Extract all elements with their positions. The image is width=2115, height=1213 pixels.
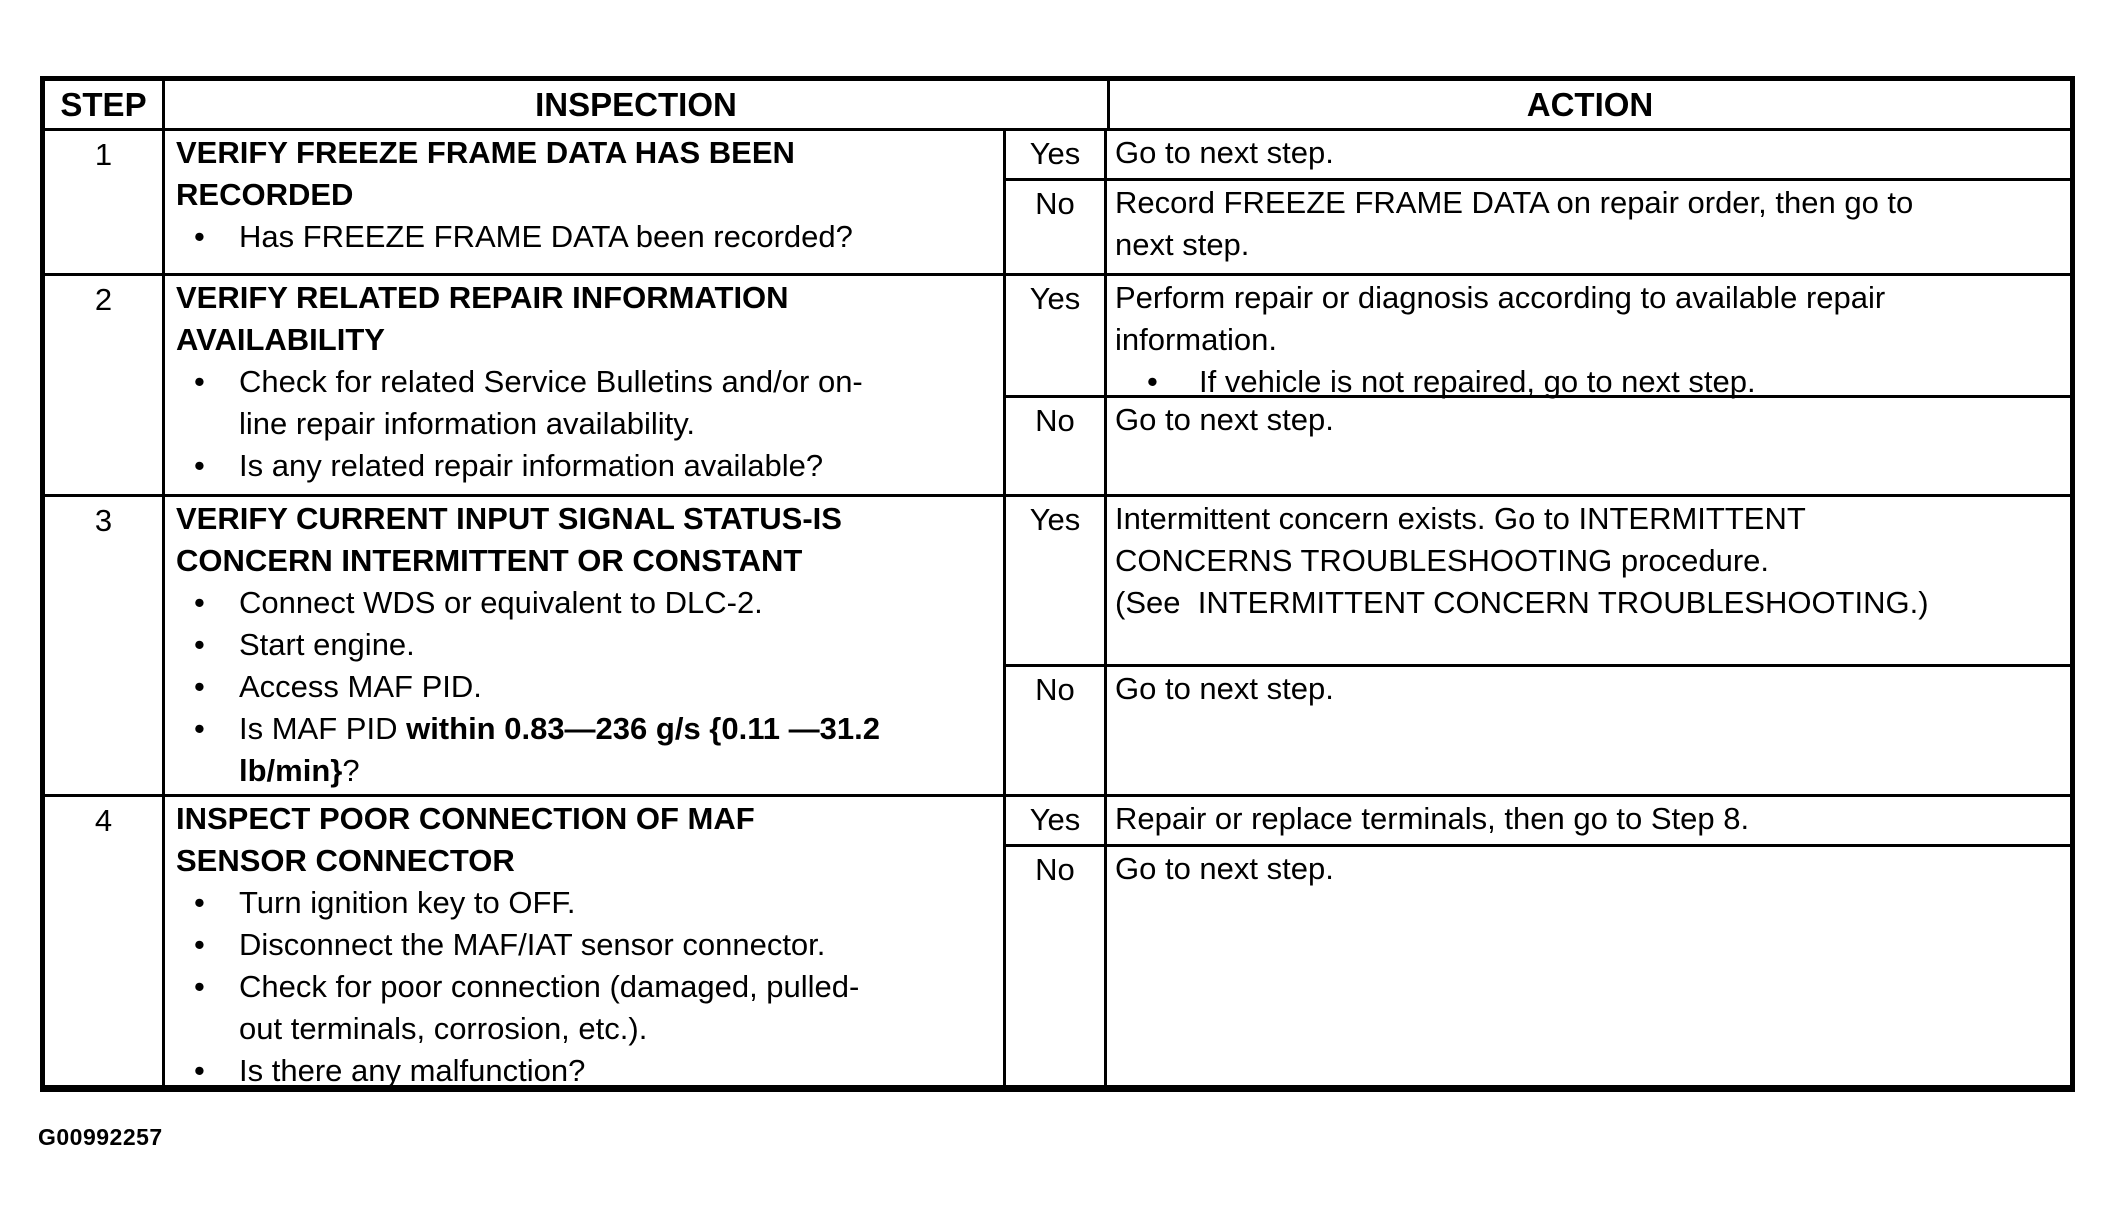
branch-row <box>1006 667 2070 794</box>
step-number: 1 <box>45 131 165 273</box>
branch-row <box>1006 276 2070 398</box>
inspection-bullet-item <box>176 1050 997 1092</box>
bullet-text <box>239 361 863 445</box>
answer-cell: No <box>1006 667 1107 794</box>
action-line: Intermittent concern exists. Go to INTERMITTENT <box>1115 501 1806 536</box>
text-segment: Check for poor connection (damaged, pulled- <box>239 969 860 1004</box>
inspection-bullet-line <box>239 924 825 966</box>
inspection-title <box>176 132 997 216</box>
inspection-bullet-item <box>176 708 997 792</box>
inspection-bullet-line <box>239 624 415 666</box>
table-body <box>45 131 2070 1092</box>
bullet-text <box>239 1050 585 1092</box>
table-header-row <box>45 81 2070 131</box>
branch-row <box>1006 797 2070 847</box>
bullet-icon: • <box>194 927 205 962</box>
yes-no-branches <box>1006 276 2070 494</box>
text-segment: Is there any malfunction? <box>239 1053 586 1088</box>
bullet-text <box>1199 361 1756 403</box>
yes-no-branches <box>1006 797 2070 1092</box>
inspection-bullet-item <box>176 216 997 258</box>
inspection-cell <box>165 276 1006 494</box>
inspection-cell <box>165 797 1006 1092</box>
inspection-bullet-line <box>239 403 863 445</box>
bullet-icon: • <box>194 364 205 399</box>
action-cell <box>1107 847 2070 1092</box>
branch-row <box>1006 398 2070 494</box>
action-cell <box>1107 667 2070 794</box>
bullet-text <box>239 708 880 792</box>
text-segment: Turn ignition key to OFF. <box>239 885 576 920</box>
bullet-icon: • <box>194 448 205 483</box>
inspection-bullet-line <box>239 361 863 403</box>
inspection-bullet-line <box>239 1050 585 1092</box>
bullet-text <box>239 966 859 1050</box>
action-line: If vehicle is not repaired, go to next step. <box>1199 364 1756 399</box>
bullet-text <box>239 445 823 487</box>
yes-no-branches <box>1006 131 2070 273</box>
bullet-text <box>239 924 825 966</box>
diagnostic-table <box>40 76 2075 1092</box>
action-cell <box>1107 797 2070 844</box>
branch-row <box>1006 847 2070 1092</box>
bullet-icon: • <box>194 627 205 662</box>
text-segment: line repair information availability. <box>239 406 696 441</box>
inspection-title-line: VERIFY FREEZE FRAME DATA HAS BEEN <box>176 135 795 170</box>
inspection-bullet-item <box>176 445 997 487</box>
action-cell <box>1107 181 2070 273</box>
inspection-bullet-line <box>239 1008 859 1050</box>
table-row <box>45 497 2070 797</box>
inspection-title <box>176 277 997 361</box>
table-row <box>45 131 2070 276</box>
inspection-bullet-line <box>239 966 859 1008</box>
figure-id-label: G00992257 <box>38 1124 163 1150</box>
text-segment: Is any related repair information available? <box>239 448 824 483</box>
inspection-title-line: CONCERN INTERMITTENT OR CONSTANT <box>176 543 803 578</box>
action-line: Go to next step. <box>1115 402 1334 437</box>
inspection-title-line: RECORDED <box>176 177 354 212</box>
text-segment: Is MAF PID <box>239 711 407 746</box>
inspection-cell <box>165 497 1006 794</box>
answer-cell: Yes <box>1006 797 1107 844</box>
inspection-bullet-item <box>176 924 997 966</box>
text-segment: Access MAF PID. <box>239 669 482 704</box>
bold-text-segment: lb/min} <box>239 753 343 788</box>
action-line: CONCERNS TROUBLESHOOTING procedure. <box>1115 543 1770 578</box>
step-number: 3 <box>45 497 165 794</box>
column-header-inspection: INSPECTION <box>165 81 1110 128</box>
bullet-text <box>239 666 482 708</box>
action-line: Go to next step. <box>1115 671 1334 706</box>
bullet-text <box>239 216 853 258</box>
action-cell <box>1107 276 2070 399</box>
table-row <box>45 276 2070 497</box>
action-bullet-item <box>1115 361 2064 403</box>
action-line: (See INTERMITTENT CONCERN TROUBLESHOOTING.) <box>1115 585 1929 620</box>
inspection-bullet-line <box>239 882 576 924</box>
inspection-bullet-line <box>239 445 823 487</box>
action-line: next step. <box>1115 227 1250 262</box>
bullet-text <box>239 582 763 624</box>
branch-row <box>1006 181 2070 273</box>
inspection-title-line: VERIFY CURRENT INPUT SIGNAL STATUS-IS <box>176 501 842 536</box>
inspection-title <box>176 498 997 582</box>
column-header-step: STEP <box>45 81 165 128</box>
table-row <box>45 797 2070 1092</box>
text-segment: Start engine. <box>239 627 415 662</box>
yes-no-branches <box>1006 497 2070 794</box>
action-line: Go to next step. <box>1115 851 1334 886</box>
text-segment: Has FREEZE FRAME DATA been recorded? <box>239 219 853 254</box>
action-line: Perform repair or diagnosis according to available repair <box>1115 280 1886 315</box>
bullet-text <box>239 624 415 666</box>
bullet-icon: • <box>194 969 205 1004</box>
inspection-title <box>176 798 997 882</box>
action-line: Record FREEZE FRAME DATA on repair order, then go to <box>1115 185 1914 220</box>
answer-cell: Yes <box>1006 497 1107 664</box>
action-cell <box>1107 398 2070 494</box>
text-segment: out terminals, corrosion, etc.). <box>239 1011 648 1046</box>
inspection-title-line: SENSOR CONNECTOR <box>176 843 515 878</box>
bullet-icon: • <box>194 711 205 746</box>
text-segment: Connect WDS or equivalent to DLC-2. <box>239 585 763 620</box>
inspection-bullet-item <box>176 361 997 445</box>
step-number: 2 <box>45 276 165 494</box>
action-line: information. <box>1115 322 1277 357</box>
inspection-bullet-line <box>239 708 880 750</box>
column-header-action: ACTION <box>1526 85 1654 123</box>
step-number: 4 <box>45 797 165 1092</box>
inspection-title-line: AVAILABILITY <box>176 322 385 357</box>
action-line: Repair or replace terminals, then go to Step 8. <box>1115 801 1750 836</box>
answer-cell: No <box>1006 181 1107 273</box>
action-cell <box>1107 497 2070 664</box>
inspection-bullet-item <box>176 582 997 624</box>
action-line: Go to next step. <box>1115 135 1334 170</box>
answer-cell: Yes <box>1006 276 1107 395</box>
inspection-bullet-item <box>176 666 997 708</box>
bullet-icon: • <box>194 585 205 620</box>
bullet-icon: • <box>194 885 205 920</box>
bullet-icon: • <box>194 1053 205 1088</box>
text-segment: Check for related Service Bulletins and/or on- <box>239 364 863 399</box>
inspection-bullet-line <box>239 216 853 258</box>
bullet-icon: • <box>194 219 205 254</box>
inspection-title-line: INSPECT POOR CONNECTION OF MAF <box>176 801 755 836</box>
inspection-bullet-item <box>176 882 997 924</box>
inspection-bullet-line <box>239 666 482 708</box>
bullet-icon: • <box>194 669 205 704</box>
inspection-bullet-item <box>176 966 997 1050</box>
inspection-bullet-item <box>176 624 997 666</box>
branch-row <box>1006 497 2070 667</box>
answer-cell: No <box>1006 398 1107 494</box>
inspection-cell <box>165 131 1006 273</box>
branch-row <box>1006 131 2070 181</box>
action-cell <box>1107 131 2070 178</box>
inspection-bullet-line <box>239 582 763 624</box>
text-segment: ? <box>342 753 360 788</box>
inspection-title-line: VERIFY RELATED REPAIR INFORMATION <box>176 280 789 315</box>
answer-cell: No <box>1006 847 1107 1092</box>
text-segment: Disconnect the MAF/IAT sensor connector. <box>239 927 826 962</box>
answer-cell: Yes <box>1006 131 1107 178</box>
inspection-bullet-line <box>239 750 880 792</box>
bold-text-segment: within 0.83—236 g/s {0.11 —31.2 <box>406 711 880 746</box>
bullet-icon: • <box>1147 364 1158 399</box>
bullet-text <box>239 882 576 924</box>
